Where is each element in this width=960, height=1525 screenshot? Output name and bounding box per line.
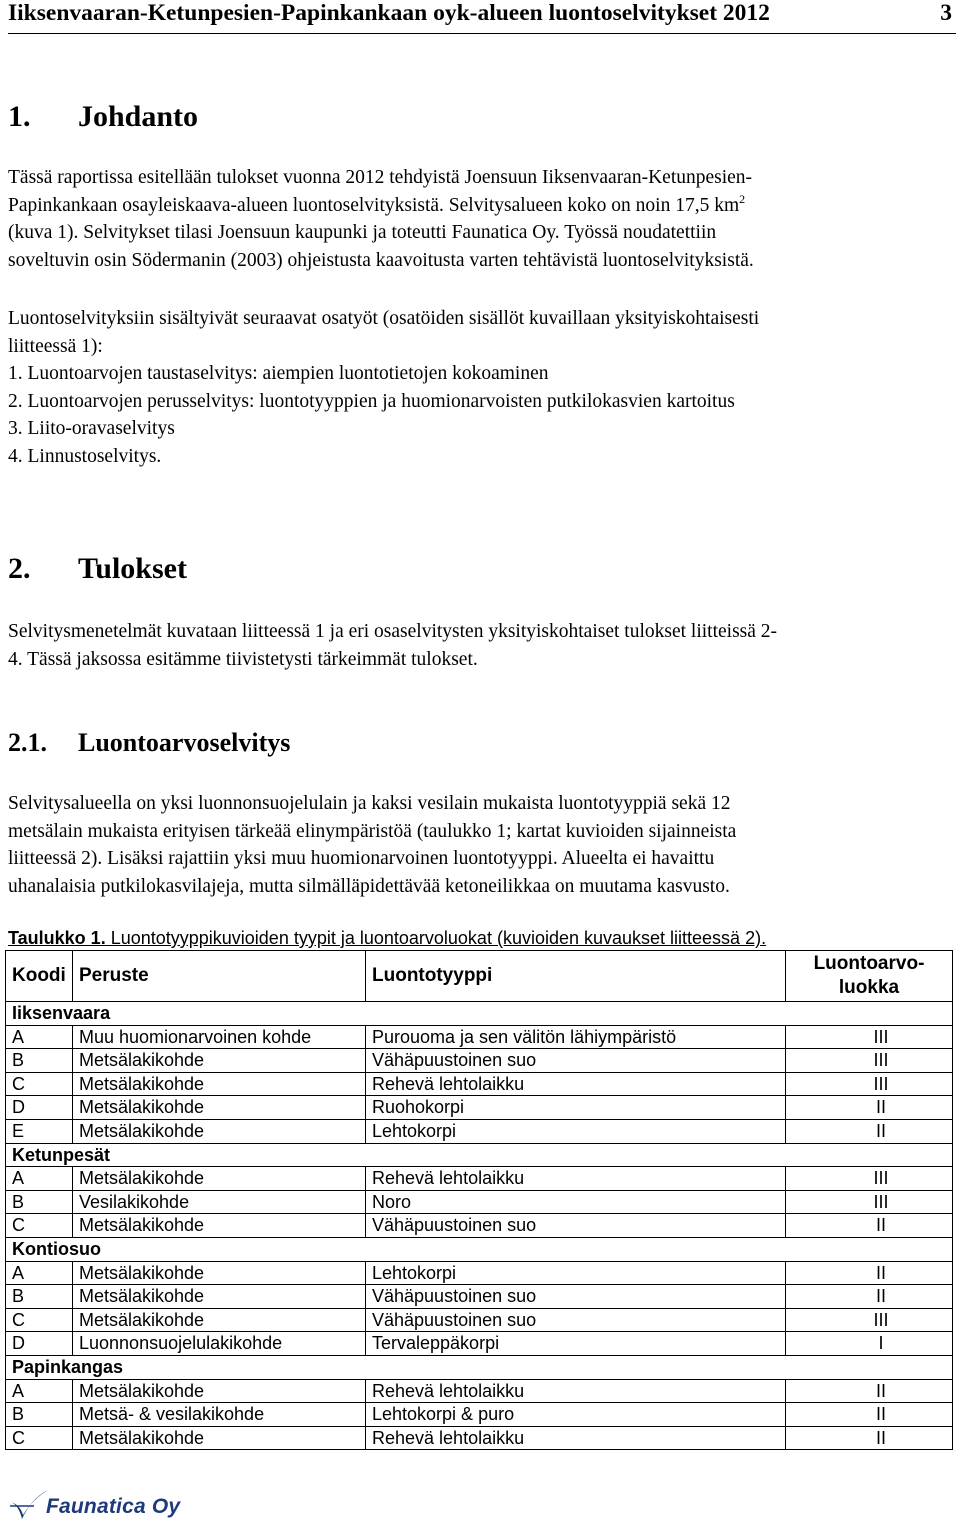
cell-class: III [786, 1072, 953, 1096]
section-number: 1. [8, 100, 31, 133]
group-name: Kontiosuo [6, 1237, 953, 1261]
header-class-line2: luokka [838, 977, 900, 998]
cell-basis: Luonnonsuojelulakikohde [73, 1332, 366, 1356]
cell-code: A [6, 1025, 73, 1049]
cell-type: Vähäpuustoinen suo [366, 1214, 786, 1238]
table-caption [8, 928, 766, 949]
cell-type: Lehtokorpi [366, 1119, 786, 1143]
cell-type: Purouoma ja sen välitön lähiympäristö [366, 1025, 786, 1049]
table-row [6, 1049, 953, 1073]
page-number: 3 [940, 0, 952, 26]
cell-basis: Metsälakikohde [73, 1426, 366, 1450]
cell-class: II [786, 1214, 953, 1238]
cell-code: D [6, 1096, 73, 1120]
table-row [6, 1072, 953, 1096]
table-row [6, 1285, 953, 1309]
cell-type: Ruohokorpi [366, 1096, 786, 1120]
cell-basis: Muu huomionarvoinen kohde [73, 1025, 366, 1049]
superscript: 2 [739, 191, 746, 206]
table-row [6, 1025, 953, 1049]
cell-class: II [786, 1426, 953, 1450]
subsection-heading-luontoarvoselvitys [8, 728, 290, 758]
cell-type: Tervaleppäkorpi [366, 1332, 786, 1356]
group-name: Iiksenvaara [6, 1002, 953, 1026]
cell-basis: Metsälakikohde [73, 1049, 366, 1073]
cell-basis: Metsälakikohde [73, 1261, 366, 1285]
cell-basis: Metsälakikohde [73, 1167, 366, 1191]
text-line: uhanalaisia putkilokasvilajeja, mutta silmälläpidettävää ketoneilikkaa on muutama kasvusto. [8, 875, 730, 897]
header-class-line1: Luontoarvo- [813, 953, 925, 974]
cell-code: C [6, 1308, 73, 1332]
table-caption-label: Taulukko 1. [8, 928, 106, 948]
cell-class: II [786, 1379, 953, 1403]
table-row [6, 1214, 953, 1238]
table-row [6, 1403, 953, 1427]
text-line: metsälain mukaista erityisen tärkeää elinympäristöä (taulukko 1; kartat kuvioiden sijainneista [8, 820, 737, 842]
table-row [6, 1261, 953, 1285]
table-group-row [6, 1237, 953, 1261]
cell-type: Vähäpuustoinen suo [366, 1049, 786, 1073]
cell-type: Rehevä lehtolaikku [366, 1072, 786, 1096]
habitat-table [5, 950, 953, 1450]
nature-values-paragraph [8, 790, 956, 900]
cell-basis: Metsä- & vesilakikohde [73, 1403, 366, 1427]
header-code: Koodi [6, 951, 73, 1002]
text-line [8, 192, 956, 220]
text-line: Selvitysmenetelmät kuvataan liitteessä 1 ja eri osaselvitysten yksityiskohtaiset tulokset liitteissä 2- [8, 621, 778, 642]
table-row [6, 1096, 953, 1120]
text-segment: Papinkankaan osayleiskaava-alueen luontoselvityksistä. Selvitysalueen koko on noin 17,5 km [8, 194, 740, 216]
cell-class: III [786, 1167, 953, 1191]
subtasks-paragraph [8, 305, 956, 470]
table-body [6, 1002, 953, 1450]
cell-type: Vähäpuustoinen suo [366, 1308, 786, 1332]
section-heading-tulokset [8, 552, 187, 586]
cell-basis: Metsälakikohde [73, 1214, 366, 1238]
list-item: 2. Luontoarvojen perusselvitys: luontotyyppien ja huomionarvoisten putkilokasvien kartoitus [8, 390, 735, 412]
table-row [6, 1308, 953, 1332]
cell-basis: Metsälakikohde [73, 1072, 366, 1096]
table-group-row [6, 1143, 953, 1167]
cell-basis: Metsälakikohde [73, 1308, 366, 1332]
intro-paragraph [8, 164, 956, 274]
cell-code: C [6, 1214, 73, 1238]
cell-basis: Metsälakikohde [73, 1379, 366, 1403]
cell-class: III [786, 1025, 953, 1049]
cell-basis: Vesilakikohde [73, 1190, 366, 1214]
cell-code: C [6, 1426, 73, 1450]
cell-code: B [6, 1403, 73, 1427]
header-type: Luontotyyppi [366, 951, 786, 1002]
text-line: liitteessä 2). Lisäksi rajattiin yksi muu huomionarvoinen luontotyyppi. Alueelta ei havaittu [8, 848, 715, 869]
header-class [786, 951, 953, 1002]
header-basis: Peruste [73, 951, 366, 1002]
text-line: Selvitysalueella on yksi luonnonsuojelulain ja kaksi vesilain mukaista luontotyyppiä sekä 12 [8, 793, 731, 814]
table-caption-text: Luontotyyppikuvioiden tyypit ja luontoarvoluokat (kuvioiden kuvaukset liitteessä 2). [105, 928, 767, 948]
section-title: Tulokset [78, 552, 187, 585]
cell-code: E [6, 1119, 73, 1143]
cell-basis: Metsälakikohde [73, 1096, 366, 1120]
results-paragraph [8, 618, 956, 673]
section-title: Luontoarvoselvitys [78, 728, 291, 757]
table-group-row [6, 1355, 953, 1379]
table-header-row [6, 951, 953, 1002]
text-line: (kuva 1). Selvitykset tilasi Joensuun kaupunki ja toteutti Faunatica Oy. Työssä noudatettiin [8, 222, 717, 243]
list-item: 4. Linnustoselvitys. [8, 445, 162, 467]
text-line: liitteessä 1): [8, 335, 103, 357]
cell-class: II [786, 1403, 953, 1427]
list-item: 1. Luontoarvojen taustaselvitys: aiempien luontotietojen kokoaminen [8, 363, 549, 384]
text-line: 4. Tässä jaksossa esitämme tiivistetysti tärkeimmät tulokset. [8, 648, 478, 670]
document-title: Iiksenvaaran-Ketunpesien-Papinkankaan oyk-alueen luontoselvitykset 2012 [8, 0, 770, 26]
header-rule [8, 33, 956, 34]
cell-class: II [786, 1119, 953, 1143]
table-row [6, 1332, 953, 1356]
text-line: Luontoselvityksiin sisältyivät seuraavat osatyöt (osatöiden sisällöt kuvaillaan yksityiskohtaisesti [8, 308, 760, 329]
table-row [6, 1190, 953, 1214]
cell-type: Vähäpuustoinen suo [366, 1285, 786, 1309]
faunatica-logo [10, 1488, 210, 1524]
cell-code: C [6, 1072, 73, 1096]
cell-code: A [6, 1167, 73, 1191]
page-header [8, 0, 956, 36]
list-item: 3. Liito-oravaselvitys [8, 418, 175, 439]
cell-code: B [6, 1285, 73, 1309]
cell-basis: Metsälakikohde [73, 1285, 366, 1309]
table-group-row [6, 1002, 953, 1026]
table-row [6, 1426, 953, 1450]
bird-logo-icon [10, 1488, 50, 1522]
cell-type: Rehevä lehtolaikku [366, 1167, 786, 1191]
cell-class: II [786, 1285, 953, 1309]
cell-class: II [786, 1096, 953, 1120]
table-row [6, 1379, 953, 1403]
cell-basis: Metsälakikohde [73, 1119, 366, 1143]
cell-code: B [6, 1190, 73, 1214]
cell-type: Rehevä lehtolaikku [366, 1426, 786, 1450]
cell-type: Rehevä lehtolaikku [366, 1379, 786, 1403]
cell-class: III [786, 1190, 953, 1214]
cell-class: III [786, 1308, 953, 1332]
cell-code: A [6, 1379, 73, 1403]
cell-code: B [6, 1049, 73, 1073]
group-name: Ketunpesät [6, 1143, 953, 1167]
cell-code: A [6, 1261, 73, 1285]
cell-class: III [786, 1049, 953, 1073]
section-number: 2. [8, 552, 31, 585]
cell-type: Noro [366, 1190, 786, 1214]
section-heading-johdanto [8, 100, 198, 134]
text-line: soveltuvin osin Södermanin (2003) ohjeistusta kaavoitusta varten tehtävistä luontoselvityksistä. [8, 249, 754, 271]
text-line: Tässä raportissa esitellään tulokset vuonna 2012 tehdyistä Joensuun Iiksenvaaran-Ketunpesien- [8, 167, 753, 188]
section-number: 2.1. [8, 728, 47, 757]
group-name: Papinkangas [6, 1355, 953, 1379]
cell-type: Lehtokorpi [366, 1261, 786, 1285]
section-title: Johdanto [78, 100, 199, 133]
logo-text: Faunatica Oy [46, 1495, 181, 1518]
table-row [6, 1167, 953, 1191]
cell-class: I [786, 1332, 953, 1356]
cell-class: II [786, 1261, 953, 1285]
table-row [6, 1119, 953, 1143]
cell-code: D [6, 1332, 73, 1356]
cell-type: Lehtokorpi & puro [366, 1403, 786, 1427]
